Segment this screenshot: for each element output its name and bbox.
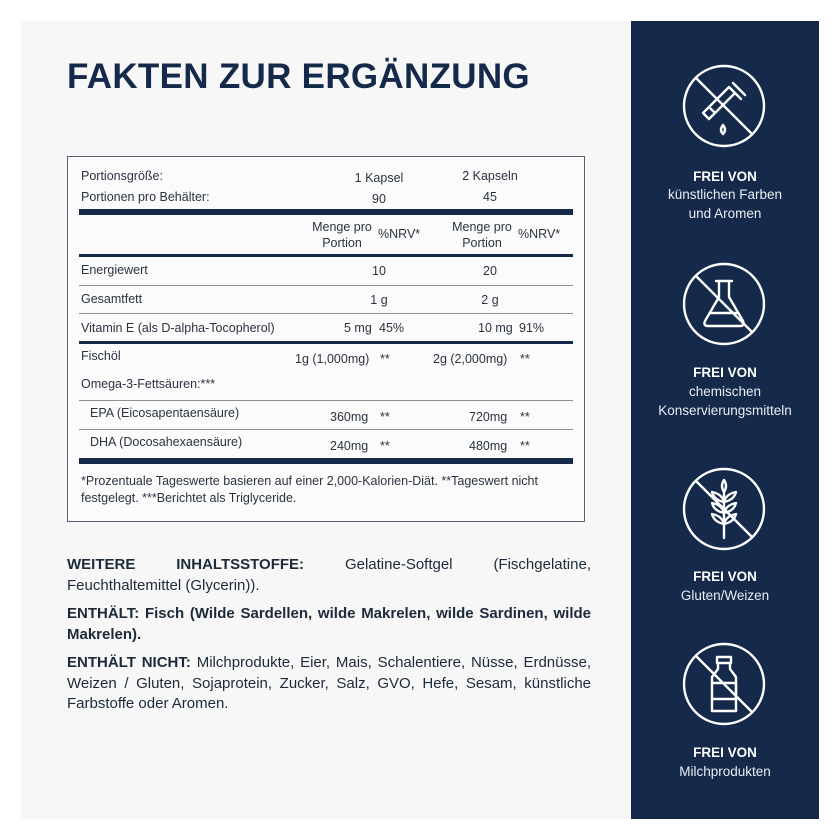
row-label: Omega-3-Fettsäuren:*** (81, 377, 216, 391)
servings-1: 90 (372, 192, 386, 206)
serving-size-2: 2 Kapseln (462, 169, 518, 183)
divider-thick (79, 458, 573, 464)
row-nrv-2: ** (520, 352, 530, 366)
row-nrv-2: ** (520, 439, 530, 453)
serving-size-label: Portionsgröße: (81, 169, 163, 183)
divider-header (79, 254, 573, 257)
row-label: Vitamin E (als D-alpha-Tocopherol) (81, 321, 275, 335)
row-nrv-1: ** (380, 410, 390, 424)
contains-label: ENTHÄLT: (67, 605, 140, 622)
contains (67, 604, 591, 645)
row-label: Fischöl (81, 349, 121, 363)
row-value-1: 240mg (330, 439, 369, 453)
other-ingredients (67, 555, 591, 596)
row-value-1: 1g (1,000mg) (295, 352, 370, 366)
other-ingredients-label: WEITERE INHALTSSTOFFE: (67, 556, 305, 573)
row-value-2: 10 mg (478, 321, 513, 335)
row-label: Gesamtfett (81, 292, 143, 306)
other-ingredients-text: Gelatine-Softgel (Fischgelatine, Feuchthaltemittel (Glycerin)). (67, 556, 591, 594)
flask-icon (681, 261, 767, 347)
row-label: DHA (Docosahexaensäure) (90, 435, 243, 449)
row-value-2: 2g (2,000mg) (433, 352, 508, 366)
divider (79, 429, 573, 430)
milk-bottle-icon (681, 641, 767, 727)
divider (79, 285, 573, 286)
nrv-header-1: %NRV* (378, 227, 421, 241)
nrv-header-2: %NRV* (518, 227, 561, 241)
not-contains-text: Milchprodukte, Eier, Mais, Schalentiere, Nüsse, Erdnüsse, Weizen / Gluten, Sojaprotein, Zucker, Salz, GVO, Hefe, Sesam, künstliche Farbstoffe oder Aromen. (67, 654, 591, 712)
feature-heading: FREI VON (693, 169, 757, 184)
row-value-2: 720mg (469, 410, 508, 424)
row-nrv-1: ** (380, 439, 390, 453)
feature-heading: FREI VON (693, 745, 757, 760)
amount-header-1: Menge pro Portion (312, 220, 372, 250)
supplement-facts-table (67, 156, 585, 522)
servings-2: 45 (483, 190, 497, 204)
row-nrv-1: ** (380, 352, 390, 366)
feature-text: künstlichen Farben und Aromen (667, 187, 783, 221)
contains-text: Fisch (Wilde Sardellen, wilde Makrelen, wilde Sardinen, wilde Makrelen). (67, 605, 591, 643)
row-label: Energiewert (81, 263, 148, 277)
amount-header-2: Menge pro Portion (452, 220, 512, 250)
divider-thick (79, 209, 573, 215)
not-contains-label: ENTHÄLT NICHT: (67, 654, 191, 671)
divider (79, 400, 573, 401)
row-label: EPA (Eicosapentaensäure) (90, 406, 240, 420)
row-value-1: 360mg (330, 410, 369, 424)
not-contains (67, 653, 591, 715)
row-nrv-2: 91% (519, 321, 545, 335)
row-nrv-2: ** (520, 410, 530, 424)
row-value-1: 1 g (370, 293, 388, 307)
row-value-2: 20 (483, 264, 497, 278)
row-value-2: 480mg (469, 439, 508, 453)
dropper-icon (681, 63, 767, 149)
wheat-icon (681, 466, 767, 552)
feature-text: chemischen Konservierungsmitteln (658, 384, 792, 418)
page-title: FAKTEN ZUR ERGÄNZUNG (67, 57, 530, 96)
divider (79, 313, 573, 314)
feature-heading: FREI VON (693, 365, 757, 380)
footnote: *Prozentuale Tageswerte basieren auf einer 2,000-Kalorien-Diät. **Tageswert nicht festgelegt. ***Berichtet als Triglyceride. (81, 474, 538, 505)
row-value-2: 2 g (481, 293, 499, 307)
row-nrv-1: 45% (379, 321, 405, 335)
feature-text: Gluten/Weizen (680, 588, 770, 603)
feature-heading: FREI VON (693, 569, 757, 584)
feature-text: Milchprodukten (679, 764, 771, 779)
free-from-sidebar (631, 21, 819, 819)
row-value-1: 5 mg (344, 321, 372, 335)
row-value-1: 10 (372, 264, 386, 278)
servings-label: Portionen pro Behälter: (81, 190, 210, 204)
divider-mid (79, 341, 573, 344)
serving-size-1: 1 Kapsel (354, 171, 404, 185)
